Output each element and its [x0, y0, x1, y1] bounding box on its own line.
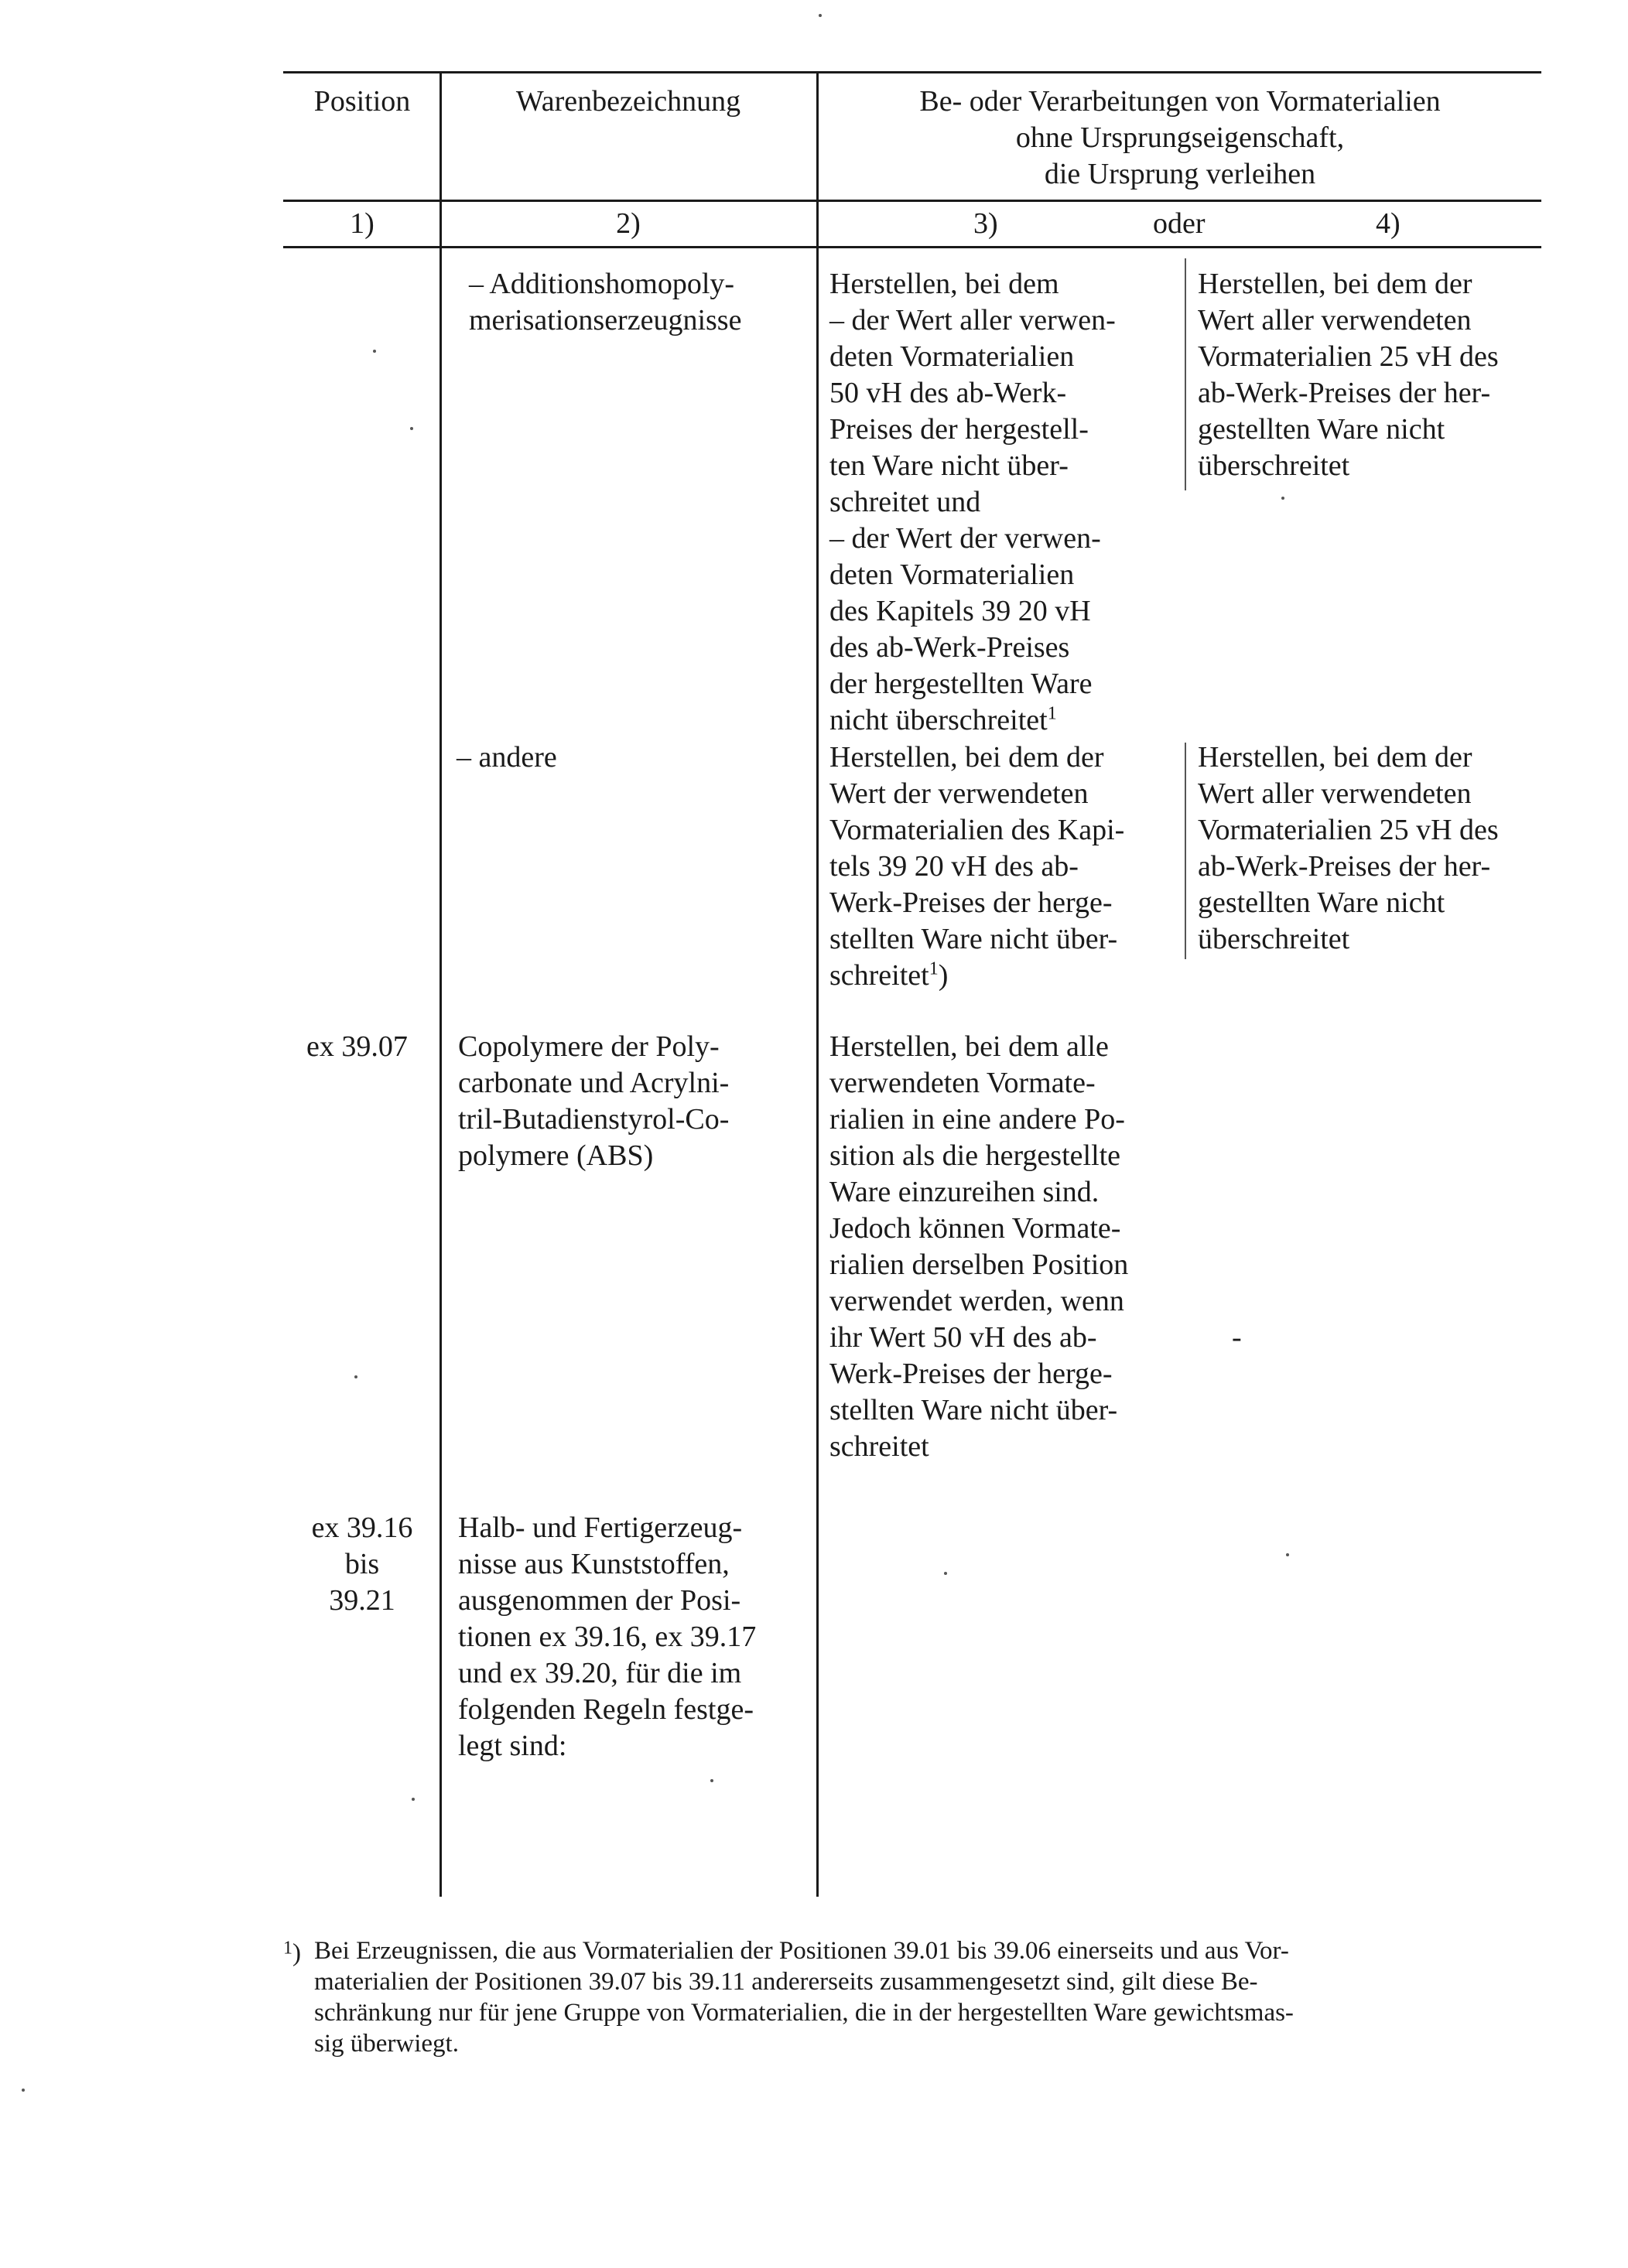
row-2-description: – andere: [457, 741, 557, 774]
row-3-position: ex 39.07: [306, 1030, 408, 1063]
scan-speck: [1286, 1553, 1289, 1556]
header-number-1: 1): [350, 207, 375, 240]
scan-speck: [22, 2089, 25, 2092]
footnote-marker-number: 1: [283, 1938, 292, 1959]
row-3-description: Copolymere der Poly- carbonate und Acrylni- tril-Butadienstyrol-Co- polymere (ABS): [458, 1030, 730, 1172]
row-1-col4-divider: [1185, 258, 1186, 490]
scan-speck: [944, 1572, 947, 1575]
scan-speck: [1281, 497, 1284, 500]
header-oder: oder: [1153, 207, 1206, 240]
scan-speck: [373, 350, 376, 353]
row-1-col3-footnote-ref: 1: [1047, 703, 1057, 724]
row-2-col3-footnote-ref: 1: [929, 958, 939, 979]
row-4-position: ex 39.16 bis 39.21: [311, 1511, 413, 1617]
row-3-col3: Herstellen, bei dem alle verwendeten Vormate- rialien in eine andere Po- sition als die hergestellte Ware einzureihen sind. Jedoch können Vormate- rialien derselben Position verwendet werden, wenn ihr Wert 50 vH des ab- Werk-Preises der herge- stellten Ware nicht über- schreitet: [829, 1030, 1129, 1463]
table-top-rule: [283, 71, 1541, 73]
header-position: Position: [313, 85, 411, 118]
footnote-marker-paren: ): [292, 1939, 301, 1967]
column-divider-2: [816, 71, 819, 1897]
number-row-bottom-rule: [283, 246, 1541, 248]
header-processing: Be- oder Verarbeitungen von Vormaterialien ohne Ursprungseigenschaft, die Ursprung verleihen: [919, 85, 1441, 190]
scan-speck: [710, 1779, 713, 1782]
row-2-col3: [829, 739, 1170, 994]
row-1-col3: [829, 266, 1170, 739]
scan-speck: [354, 1375, 357, 1378]
row-2-col4: Herstellen, bei dem der Wert aller verwendeten Vormaterialien 25 vH des ab-Werk-Preises der her- gestellten Ware nicht überschreitet: [1198, 741, 1499, 955]
row-4-description: Halb- und Fertigerzeug- nisse aus Kunststoffen, ausgenommen der Posi- tionen ex 39.16, ex 39.17 und ex 39.20, für die im folgenden Regeln festge- legt sind:: [458, 1511, 757, 1762]
header-number-2: 2): [616, 207, 641, 240]
row-3-left-rule: [439, 1020, 442, 1026]
row-2-col4-divider: [1185, 743, 1186, 959]
footnote-text: Bei Erzeugnissen, die aus Vormaterialien der Positionen 39.01 bis 39.06 einerseits und aus Vor- materialien der Positionen 39.07 bis 39.11 andererseits zusammengesetzt sind, gilt diese Be- schränkung nur für jene Gruppe von Vormaterialien, die in der hergestellten Ware gewichtsmas- sig überwiegt.: [314, 1937, 1294, 2058]
row-2-col3-paren: ): [938, 959, 949, 992]
header-number-4: 4): [1376, 207, 1401, 240]
row-1-col4: Herstellen, bei dem der Wert aller verwendeten Vormaterialien 25 vH des ab-Werk-Preises der her- gestellten Ware nicht überschreitet: [1198, 268, 1499, 482]
header-number-3: 3): [973, 207, 998, 240]
scan-speck: [412, 1798, 415, 1801]
header-bottom-rule: [283, 200, 1541, 202]
header-description: Warenbezeichnung: [515, 85, 741, 118]
footnote-marker: [283, 1938, 301, 1967]
column-divider-1: [439, 71, 442, 1897]
scan-speck: [410, 427, 413, 430]
row-1-description: – Additionshomopoly- merisationserzeugnisse: [469, 268, 742, 336]
row-3-col4: -: [1232, 1321, 1242, 1354]
row-1-col3-text: Herstellen, bei dem – der Wert aller verwen- deten Vormaterialien 50 vH des ab-Werk- Preises der hergestell- ten Ware nicht über- schreitet und – der Wert der verwen- deten Vormaterialien des Kapitels 39 20 vH des ab-Werk-Preises der hergestellten Ware nicht überschreitet: [829, 268, 1116, 736]
row-2-col3-text: Herstellen, bei dem der Wert der verwendeten Vormaterialien des Kapi- tels 39 20 vH des ab- Werk-Preises der herge- stellten Ware nicht über- schreitet: [829, 741, 1125, 992]
scan-speck: [819, 14, 822, 17]
